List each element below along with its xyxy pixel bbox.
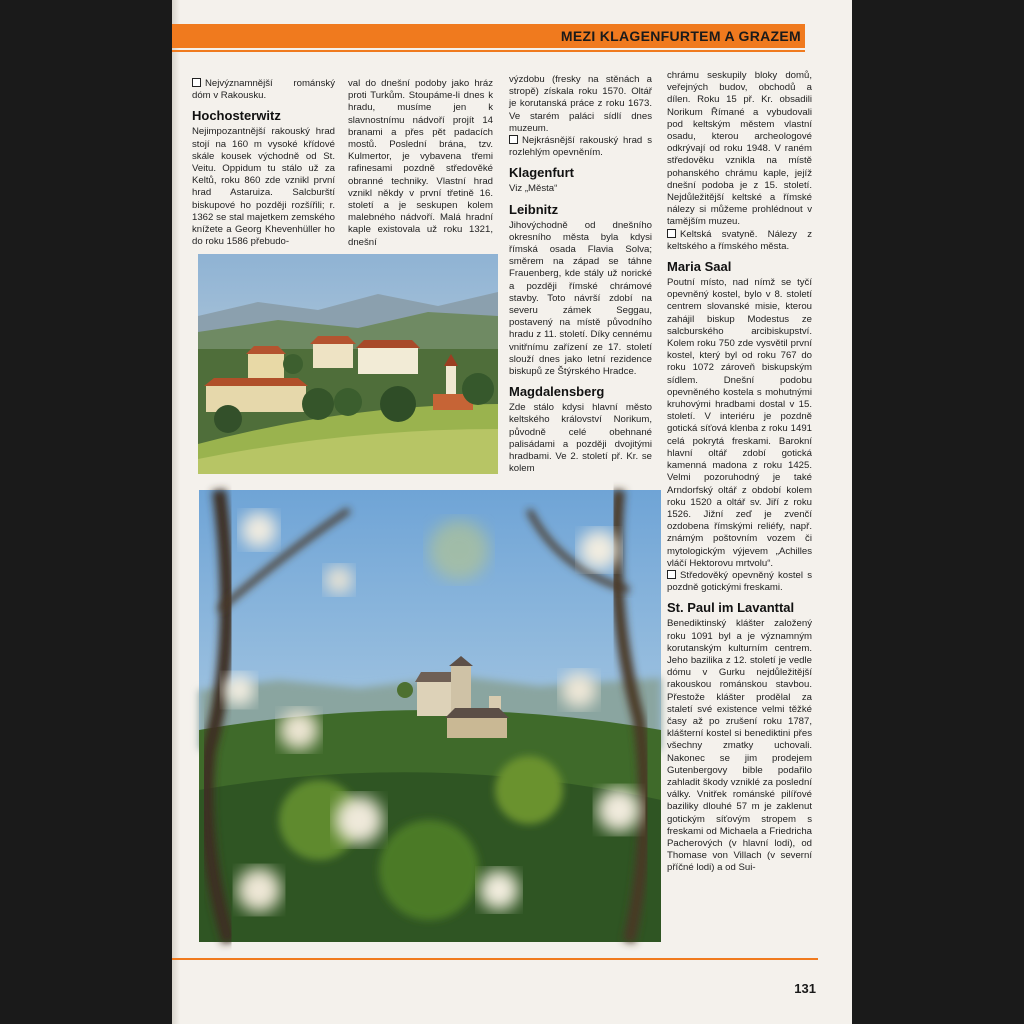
paragraph: Nejimpozantnější rakouský hrad stojí na 160 m vysoké křídové skále kousek východně od St. Veitu. Oppidum tu stálo už za Keltů, roku 860 zde vznikl první hrad Astaruiza. Salcburští biskupové ho později rozšířili; r. 1362 se stal majetkem zemského knížete a Georg Khevenhüller ho do roku 1586 přebudo- [192,126,335,248]
note-item: Nejvýznamnější románský dóm v Rakousku. [192,78,335,102]
column-2 [348,78,493,250]
photo-castle-blossoms [199,490,661,942]
checkbox-icon [667,229,676,238]
note-item: Nejkrásnější rakouský hrad s rozlehlým opevněním. [509,135,652,159]
heading-st-paul: St. Paul im Lavanttal [667,600,795,616]
photo-town-landscape [198,254,498,474]
paragraph: Viz „Města“ [509,183,558,195]
note-item: Keltská svatyně. Nálezy z keltského a římského města. [667,228,812,252]
checkbox-icon [192,78,201,87]
column-3 [509,74,652,475]
page-number: 131 [794,981,816,996]
heading-maria-saal: Maria Saal [667,259,732,275]
book-page [172,0,852,1024]
paragraph: výzdobu (fresky na stěnách a stropě) získala roku 1570. Oltář je korutanská práce z roku 1673. Ve starém paláci sídlí dnes muzeum. [509,74,652,134]
page-gutter-shadow [172,0,180,1024]
section-title: MEZI KLAGENFURTEM A GRAZEM [560,28,801,44]
note-item: Středověký opevněný kostel s pozdně gotickými freskami. [667,569,812,594]
heading-magdalensberg: Magdalensberg [509,384,605,400]
section-header-band [172,24,805,48]
header-rule [172,50,805,52]
paragraph: chrámu seskupily bloky domů, veřejných budov, obchodů a dílen. Roku 15 př. Kr. obsadili Norikum Římané a vybudovali pod keltským městem vlastní osadu, kterou archeologové odkrývají od roku 1948. V raném středověku vznikla na místě pohanského chrámu kaple, jejíž dnešní podoba je z 15. století. Nejdůležitější keltské a římské nálezy si můžeme prohlédnout v tamějším muzeu. [667,70,812,228]
paragraph: Jihovýchodně od dnešního okresního města byla kdysi římská osada Flavia Solva; směrem na západ se táhne Frauenberg, kde stály už norické a později římské chrámové stavby. Toto návrší zdobí na severu zámek Seggau, postavený na místě původního hradu z 11. století. Díky cennému vnitřnímu zařízení ze 17. století slouží dnes jako letní rezidence biskupů ze Štýrského Hradce. [509,219,652,378]
column-1 [192,78,335,250]
paragraph: Poutní místo, nad nímž se tyčí opevněný kostel, bylo v 8. století centrem slovanské misie, kterou zahájil biskup Modestus ze salcburského arcibiskupství. Kolem roku 750 zde vysvětil první kostel, který byl od roku 767 do roku 1072 zároveň biskupským sídlem. Dnešní podobu opevněného kostela s mohutnými kruhovými hradbami dostal v 15. století. V interiéru je pozdně gotická síťová klenba z roku 1491 celá pokrytá freskami. Barokní hlavní oltář zdobí gotická kamenná madona z roku 1425. Velmi pozoruhodný je také Arndorfský oltář z období kolem roku 1520 a oltář sv. Jiří z roku 1526. Jižní zeď je zvenčí ozdobena římskými reliéfy, např. známým poštovním vozem či mytologickým výjevem „Achilles vláčí Hektorovu mrtvolu“. [667,277,812,569]
checkbox-icon [667,570,676,579]
column-4 [667,70,812,948]
heading-hochosterwitz: Hochosterwitz [192,108,281,124]
paragraph: Zde stálo kdysi hlavní město keltského království Norikum, původně celé obehnané palisádami a později dvojitými hradbami. Ve 2. století př. Kr. se kolem [509,402,652,475]
heading-klagenfurt: Klagenfurt [509,165,574,181]
checkbox-icon [509,135,518,144]
paragraph: Benediktinský klášter založený roku 1091 byl a je významným korutanským kulturním centrem. Jeho bazilika z 12. století je vedle dómu v Gurku nejdůležitější rakouskou románskou stavbou. Přestože klášter prodělal za staletí své existence velmi těžké časy až po zrušení roku 1787, klášterní kostel si benediktini přes všechny zmatky uchovali. Nakonec se jim prodejem Gutenbergovy bible podařilo zahladit škody vzniklé za poslední války. Vnitřek románské pilířové baziliky dlouhé 57 m je zaklenut gotickým síťovým stropem s freskami od Michaela a Friedricha Pacherových (v hlavní lodi), od Thomase von Villach (v severní příčné lodi) a od Sui- [667,618,812,874]
footer-rule [172,958,818,960]
heading-leibnitz: Leibnitz [509,201,559,217]
paragraph: val do dnešní podoby jako hráz proti Turkům. Stoupáme-li dnes k hradu, musíme jen k slavnostnímu nádvoří projít 14 branami a přes pět padacích mostů. Poslední brána, tzv. Kulmertor, je vybavena třemi rafinesami pozdně středověké obranné techniky. Vlastní hrad vznikl někdy v první třetině 16. století a je seskupen kolem malebného nádvoří. Malá hradní kaple existovala už roku 1321, dnešní [348,78,493,248]
